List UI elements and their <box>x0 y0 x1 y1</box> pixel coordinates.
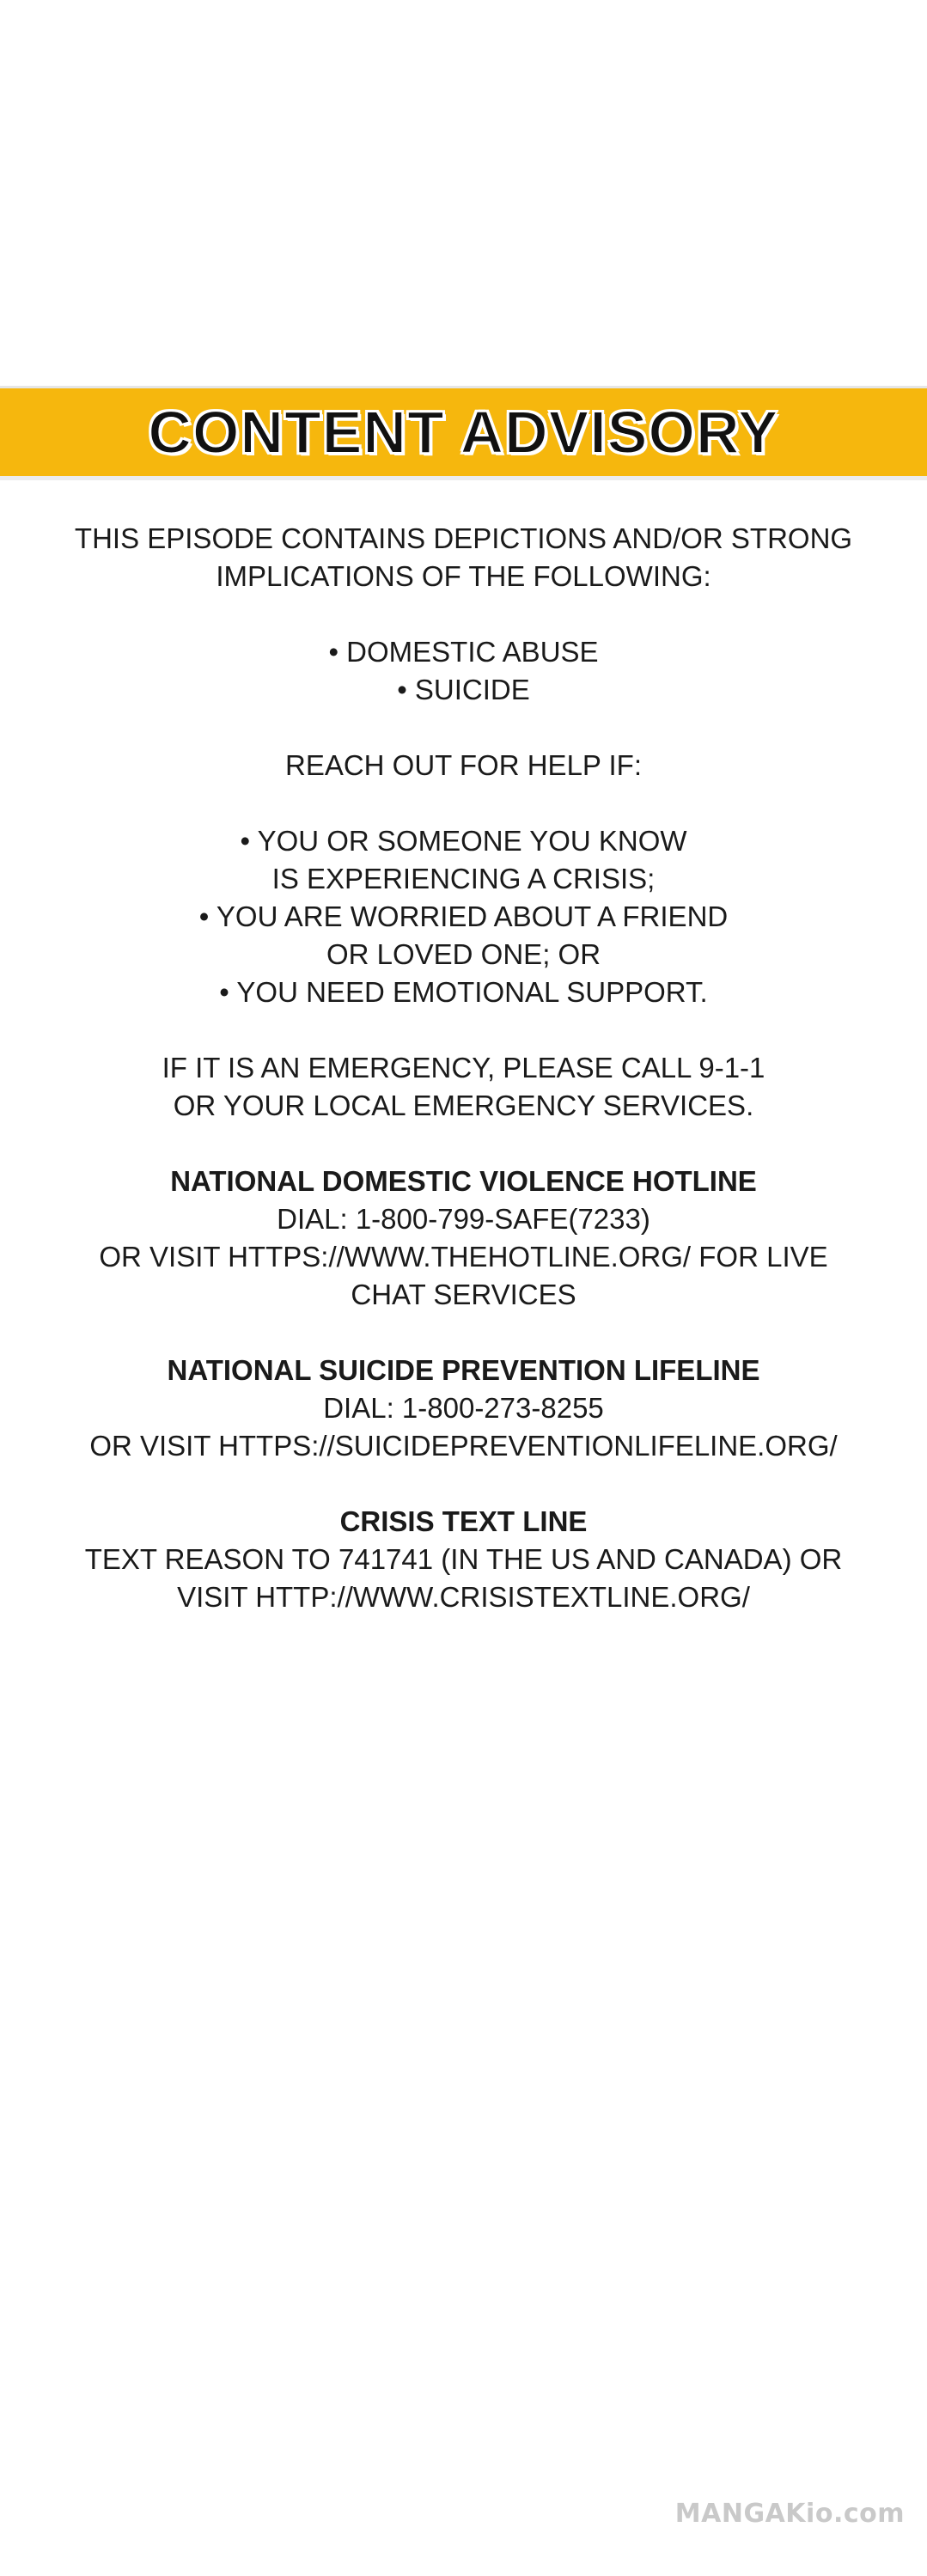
intro-line: IMPLICATIONS OF THE FOLLOWING: <box>216 560 711 592</box>
hotline-name: CRISIS TEXT LINE <box>339 1505 588 1537</box>
hotline-line: DIAL: 1-800-273-8255 <box>323 1392 604 1424</box>
hotline-crisis-text-line <box>0 1503 927 1616</box>
hotline-line: CHAT SERVICES <box>351 1279 576 1310</box>
reach-out-text: REACH OUT FOR HELP IF: <box>284 749 642 781</box>
condition-line: • YOU NEED EMOTIONAL SUPPORT. <box>219 976 708 1008</box>
hotline-line: VISIT HTTP://WWW.CRISISTEXTLINE.ORG/ <box>177 1581 750 1613</box>
topic-item: • SUICIDE <box>397 674 530 705</box>
hotline-line: TEXT REASON TO 741741 (IN THE US AND CANADA) OR <box>84 1543 843 1575</box>
emergency-line: OR YOUR LOCAL EMERGENCY SERVICES. <box>173 1090 754 1121</box>
hotline-line: OR VISIT HTTPS://WWW.THEHOTLINE.ORG/ FOR LIVE <box>99 1241 828 1273</box>
intro-line: THIS EPISODE CONTAINS DEPICTIONS AND/OR STRONG <box>74 522 853 554</box>
intro-text <box>0 520 927 595</box>
banner-title: CONTENT ADVISORY <box>148 399 779 466</box>
reach-out-heading <box>0 747 927 784</box>
emergency-line: IF IT IS AN EMERGENCY, PLEASE CALL 9-1-1 <box>162 1052 765 1084</box>
condition-line: • YOU ARE WORRIED ABOUT A FRIEND <box>198 900 729 932</box>
site-watermark: MANGAKio.com <box>674 2499 905 2529</box>
hotline-suicide-prevention <box>0 1352 927 1465</box>
condition-line: IS EXPERIENCING A CRISIS; <box>271 863 656 894</box>
emergency-notice <box>0 1049 927 1125</box>
advisory-content <box>0 520 927 1654</box>
topic-list <box>0 633 927 709</box>
condition-line: • YOU OR SOMEONE YOU KNOW <box>240 825 687 857</box>
topic-item: • DOMESTIC ABUSE <box>328 636 599 668</box>
hotline-name: NATIONAL DOMESTIC VIOLENCE HOTLINE <box>170 1165 757 1197</box>
content-advisory-banner <box>0 386 927 480</box>
hotline-line: DIAL: 1-800-799-SAFE(7233) <box>277 1203 650 1235</box>
hotline-name: NATIONAL SUICIDE PREVENTION LIFELINE <box>167 1354 760 1386</box>
hotline-line: OR VISIT HTTPS://SUICIDEPREVENTIONLIFELINE.ORG/ <box>89 1430 838 1462</box>
condition-line: OR LOVED ONE; OR <box>326 938 601 970</box>
hotline-domestic-violence <box>0 1163 927 1314</box>
condition-list <box>0 822 927 1011</box>
